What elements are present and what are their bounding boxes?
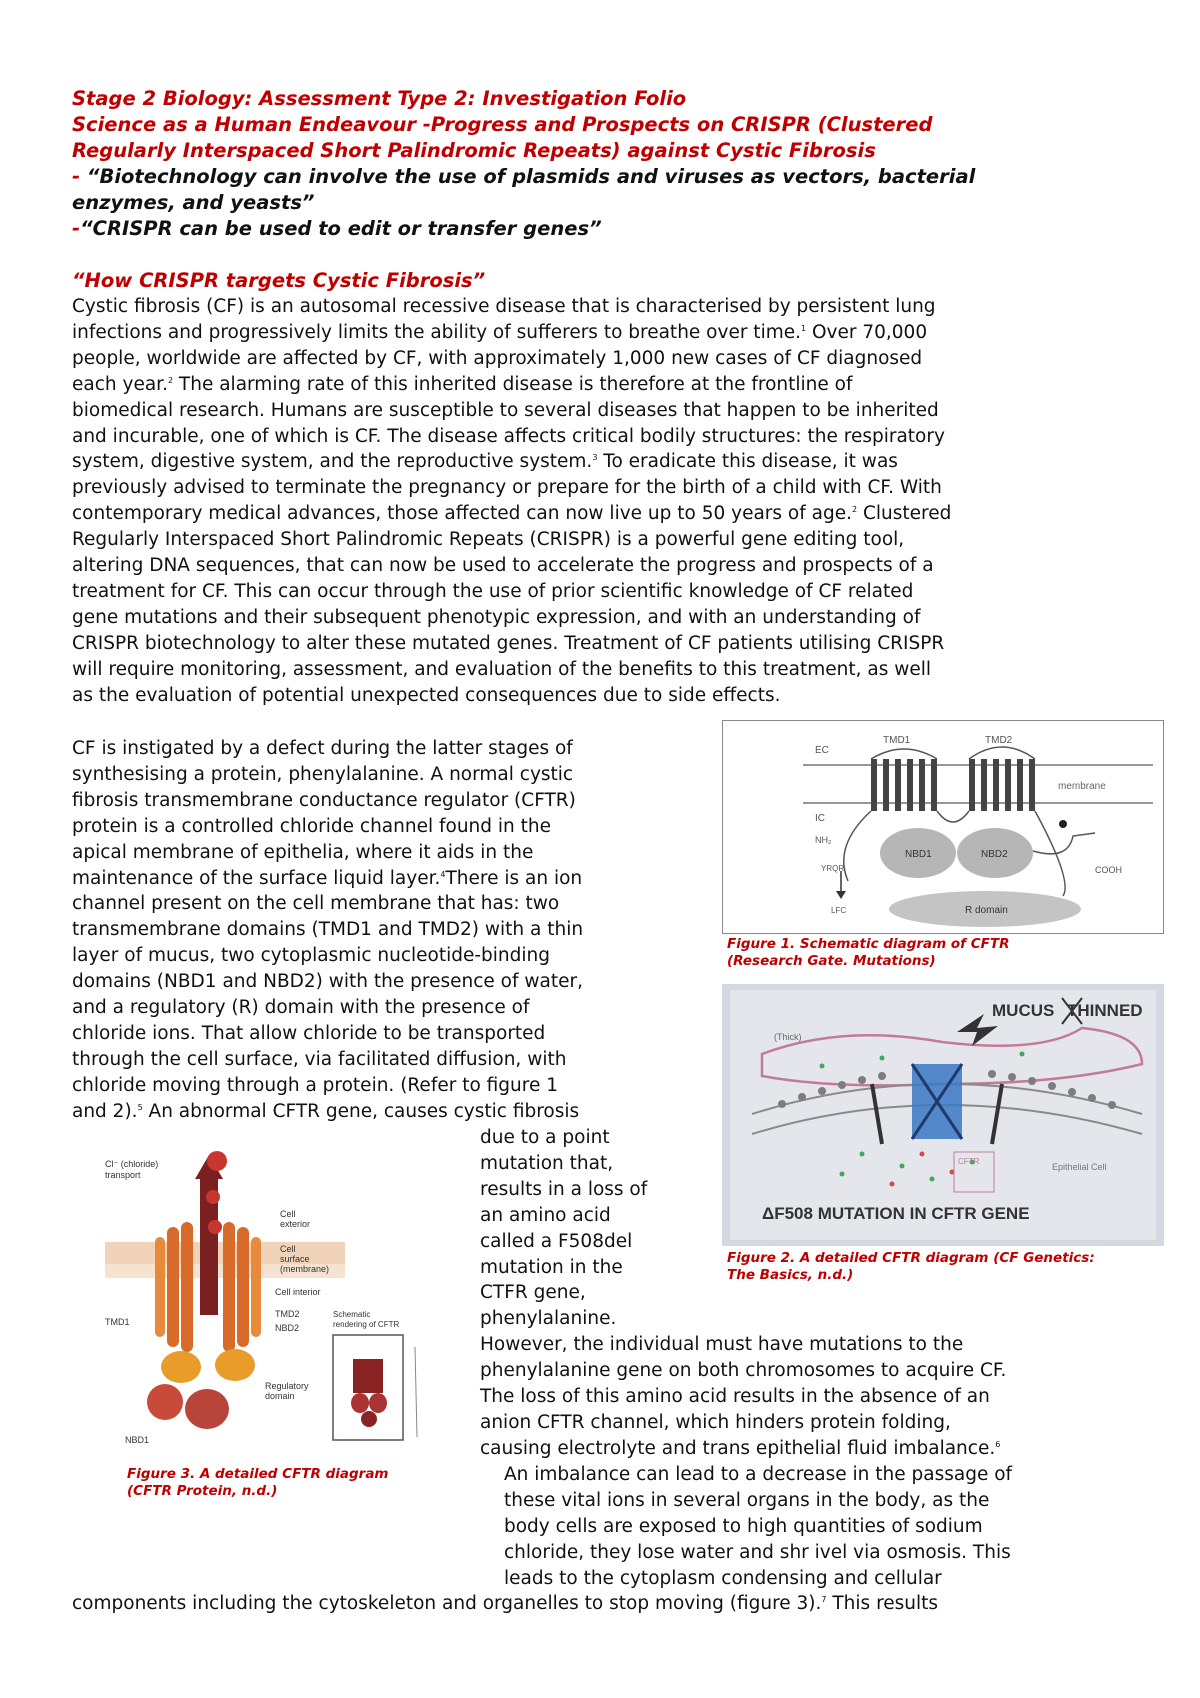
fig1-label-ic: IC bbox=[815, 813, 825, 824]
fig3-label-tmd1: TMD1 bbox=[105, 1317, 130, 1327]
fig2-label-mutation: ΔF508 MUTATION IN CFTR GENE bbox=[762, 1204, 1030, 1223]
fig3-label-surface-1: Cell bbox=[280, 1244, 296, 1254]
header-title: Stage 2 Biology: Assessment Type 2: Investigation Folio bbox=[72, 87, 687, 110]
fig2-label-mucus: MUCUS bbox=[992, 1001, 1055, 1020]
fig1-label-lfc: LFC bbox=[831, 906, 847, 915]
figure-1-cftr-schematic bbox=[722, 720, 1164, 934]
fig1-label-tmd1: TMD1 bbox=[883, 735, 911, 746]
reference-marker: 7 bbox=[821, 1594, 827, 1604]
fig3-label-schematic-1: Schematic bbox=[333, 1310, 371, 1319]
fig2-label-epithelial: Epithelial Cell bbox=[1052, 1162, 1107, 1172]
header-bullet-1: - “Biotechnology can involve the use of plasmids and viruses as vectors, bacterial bbox=[72, 165, 976, 188]
document-header bbox=[72, 86, 1132, 294]
reference-marker: 3 bbox=[592, 453, 598, 463]
figure-3-cftr-protein bbox=[95, 1147, 465, 1457]
header-subtitle-line-2: Regularly Interspaced Short Palindromic Repeats) against Cystic Fibrosis bbox=[72, 139, 876, 162]
fig3-label-schematic-2: rendering of CFTR bbox=[333, 1320, 400, 1329]
reference-marker: 5 bbox=[137, 1102, 143, 1112]
fig1-label-nbd1: NBD1 bbox=[905, 849, 932, 860]
fig3-label-exterior-1: Cell bbox=[280, 1209, 296, 1219]
fig2-label-thinned: THINNED bbox=[1067, 1001, 1143, 1020]
reference-marker: 2 bbox=[852, 505, 858, 515]
figure-2-cftr-drawing bbox=[722, 984, 1164, 1246]
fig1-label-cooh: COOH bbox=[1095, 865, 1122, 875]
fig3-label-surface-2: surface bbox=[280, 1254, 310, 1264]
fig3-label-regulatory-2: domain bbox=[265, 1391, 295, 1401]
intro-paragraph: Cystic fibrosis (CF) is an autosomal recessive disease that is characterised by persistent lung infections and progressively limits the ability of sufferers to breathe over time.$^1$ Over 70,000 people, worldwide are affected by CF, with approximately 1,000 new cases of CF diagnosed each year.$^2$ The alarming rate of this inherited disease is therefore at the frontline of biomedical research. Humans are susceptible to several diseases that happen to be inherited and incurable, one of which is CF. The disease affects critical bodily structures: the respiratory system, digestive system, and the reproductive system.$^3$ To eradicate this disease, it was previously advised to terminate the pregnancy or prepare for the birth of a child with CF. With contemporary medical advances, those affected can now live up to 50 years of age.$^2$ Clustered Regularly Interspaced Short Palindromic Repeats (CRISPR) is a powerful gene editing tool, altering DNA sequences, that can now be used to accelerate the progress and prospects of a treatment for CF. This can occur through the use of prior scientific knowledge of CF related gene mutations and their subsequent phenotypic expression, and with an understanding of CRISPR biotechnology to alter these mutated genes. Treatment of CF patients utilising CRISPR will require monitoring, assessment, and evaluation of the benefits to this treatment, as well as the evaluation of potential unexpected consequences due to side effects. bbox=[72, 296, 952, 706]
fig2-label-thick: (Thick) bbox=[774, 1032, 802, 1042]
fig1-label-yrqr: YRQR bbox=[821, 864, 845, 873]
figure-2-caption: Figure 2. A detailed CFTR diagram (CF Genetics: The Basics, n.d.) bbox=[727, 1250, 1095, 1283]
fig3-label-regulatory-1: Regulatory bbox=[265, 1381, 309, 1391]
closing-line: components including the cytoskeleton and organelles to stop moving (figure 3).$^7$ This results bbox=[72, 1593, 939, 1614]
reference-marker: 6 bbox=[995, 1439, 1001, 1449]
fig3-label-transport-1: Cl⁻ (chloride) bbox=[105, 1159, 159, 1169]
mid-paragraph: However, the individual must have mutations to the phenylalanine gene on both chromosomes to acquire CF. The loss of this amino acid results in the absence of an anion CFTR channel, which hinders protein folding, causing electrolyte and trans epithelial fluid imbalance.$^6$ bbox=[480, 1334, 1007, 1459]
fig3-label-nbd1: NBD1 bbox=[125, 1435, 150, 1445]
fig1-label-nh2: NH₂ bbox=[815, 835, 832, 845]
figure-3-caption: Figure 3. A detailed CFTR diagram (CFTR Protein, n.d.) bbox=[127, 1466, 389, 1499]
fig1-label-nbd2: NBD2 bbox=[981, 849, 1008, 860]
reference-marker: 4 bbox=[440, 869, 446, 879]
fig3-label-transport-2: transport bbox=[105, 1170, 141, 1180]
header-subtitle-line-1: Science as a Human Endeavour -Progress and Prospects on CRISPR (Clustered bbox=[72, 113, 933, 136]
fig1-label-membrane: membrane bbox=[1058, 781, 1106, 792]
fig3-label-interior: Cell interior bbox=[275, 1287, 321, 1297]
figure-1-caption: Figure 1. Schematic diagram of CFTR (Research Gate. Mutations) bbox=[727, 936, 1010, 969]
fig3-label-tmd2: TMD2 bbox=[275, 1309, 300, 1319]
fig1-label-ec: EC bbox=[815, 745, 829, 756]
left-column-paragraph: CF is instigated by a defect during the latter stages of synthesising a protein, phenylalanine. A normal cystic fibrosis transmembrane conductance regulator (CFTR) protein is a controlled chloride channel found in the apical membrane of epithelia, where it aids in the maintenance of the surface liquid layer.$^4$There is an ion channel present on the cell membrane that has: two transmembrane domains (TMD1 and TMD2) with a thin layer of mucus, two cytoplasmic nucleotide-binding domains (NBD1 and NBD2) with the presence of water, and a regulatory (R) domain with the presence of chloride ions. That allow chloride to be transported through the cell surface, via facilitated diffusion, with chloride moving through a protein. (Refer to figure 1 and 2).$^5$ An abnormal CFTR gene, causes cystic fibrosis bbox=[72, 738, 584, 1122]
fig2-label-cftr-note: CFTR bbox=[958, 1157, 980, 1166]
fig1-label-r-domain: R domain bbox=[965, 905, 1008, 916]
fig3-label-exterior-2: exterior bbox=[280, 1219, 311, 1229]
fig3-label-surface-3: (membrane) bbox=[280, 1264, 330, 1274]
header-bullet-1-cont: enzymes, and yeasts” bbox=[72, 191, 315, 214]
reference-marker: 1 bbox=[801, 323, 807, 333]
fig1-label-tmd2: TMD2 bbox=[985, 735, 1013, 746]
narrow-wrap-text: due to a point mutation that, results in a loss of an amino acid called a F508del mutation in the CTFR gene, phenylalanine. bbox=[480, 1127, 648, 1330]
section-title: “How CRISPR targets Cystic Fibrosis” bbox=[72, 269, 486, 292]
header-bullet-2: -“CRISPR can be used to edit or transfer genes” bbox=[72, 217, 602, 240]
fig3-label-nbd2: NBD2 bbox=[275, 1323, 300, 1333]
indented-paragraph: An imbalance can lead to a decrease in the passage of these vital ions in several organs in the body, as the body cells are exposed to high quantities of sodium chloride, they lose water and shr ivel via osmosis. This leads to the cytoplasm condensing and cellular bbox=[504, 1464, 1013, 1589]
reference-marker: 2 bbox=[167, 375, 174, 385]
